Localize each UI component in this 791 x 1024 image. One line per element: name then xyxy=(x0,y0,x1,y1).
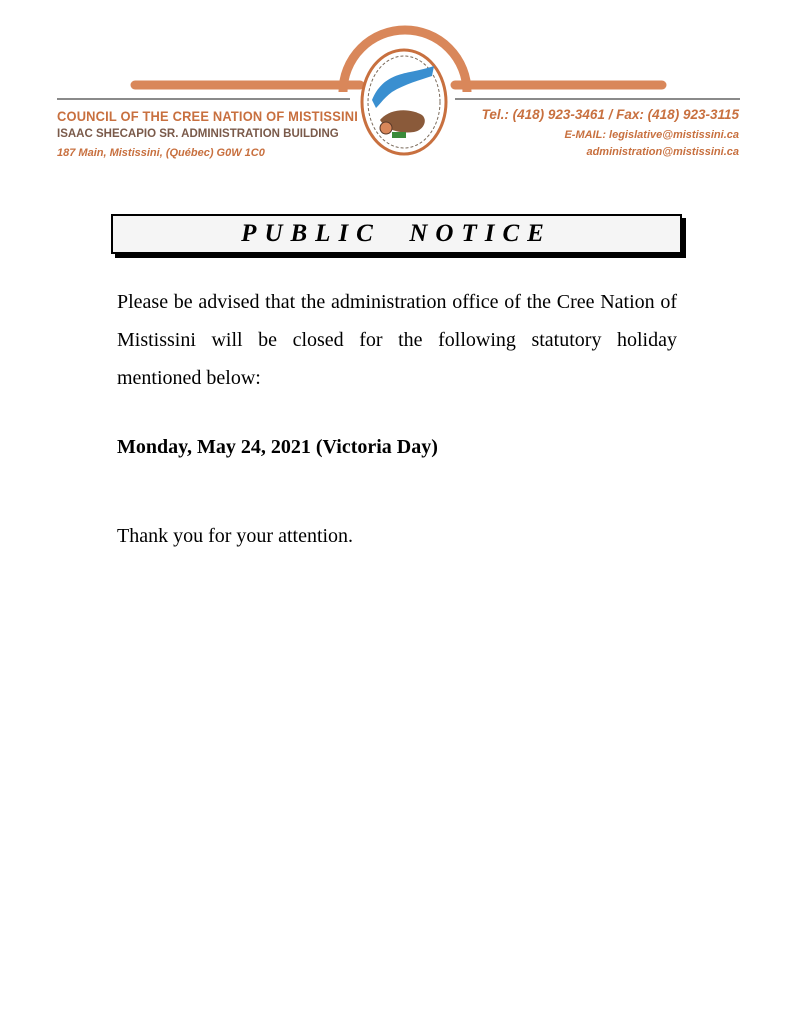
holiday-date: Monday, May 24, 2021 (Victoria Day) xyxy=(117,436,438,458)
organization-name: COUNCIL OF THE CREE NATION OF MISTISSINI xyxy=(57,108,358,124)
letterhead xyxy=(0,0,791,175)
cree-nation-seal-icon xyxy=(362,50,446,154)
notice-body: Please be advised that the administration office of the Cree Nation of Mistissini will be closed for the following statutory holiday mentioned below: xyxy=(117,291,677,389)
email-legislative: E-MAIL: legislative@mistissini.ca xyxy=(564,129,739,141)
postal-address: 187 Main, Mistissini, (Québec) G0W 1C0 xyxy=(57,147,265,159)
notice-title: PUBLIC NOTICE xyxy=(241,220,552,247)
building-name: ISAAC SHECAPIO SR. ADMINISTRATION BUILDING xyxy=(57,128,339,140)
phone-fax: Tel.: (418) 923-3461 / Fax: (418) 923-3115 xyxy=(481,107,739,122)
email-administration: administration@mistissini.ca xyxy=(586,146,739,158)
public-notice-banner xyxy=(111,214,682,254)
closing-line: Thank you for your attention. xyxy=(117,525,354,547)
